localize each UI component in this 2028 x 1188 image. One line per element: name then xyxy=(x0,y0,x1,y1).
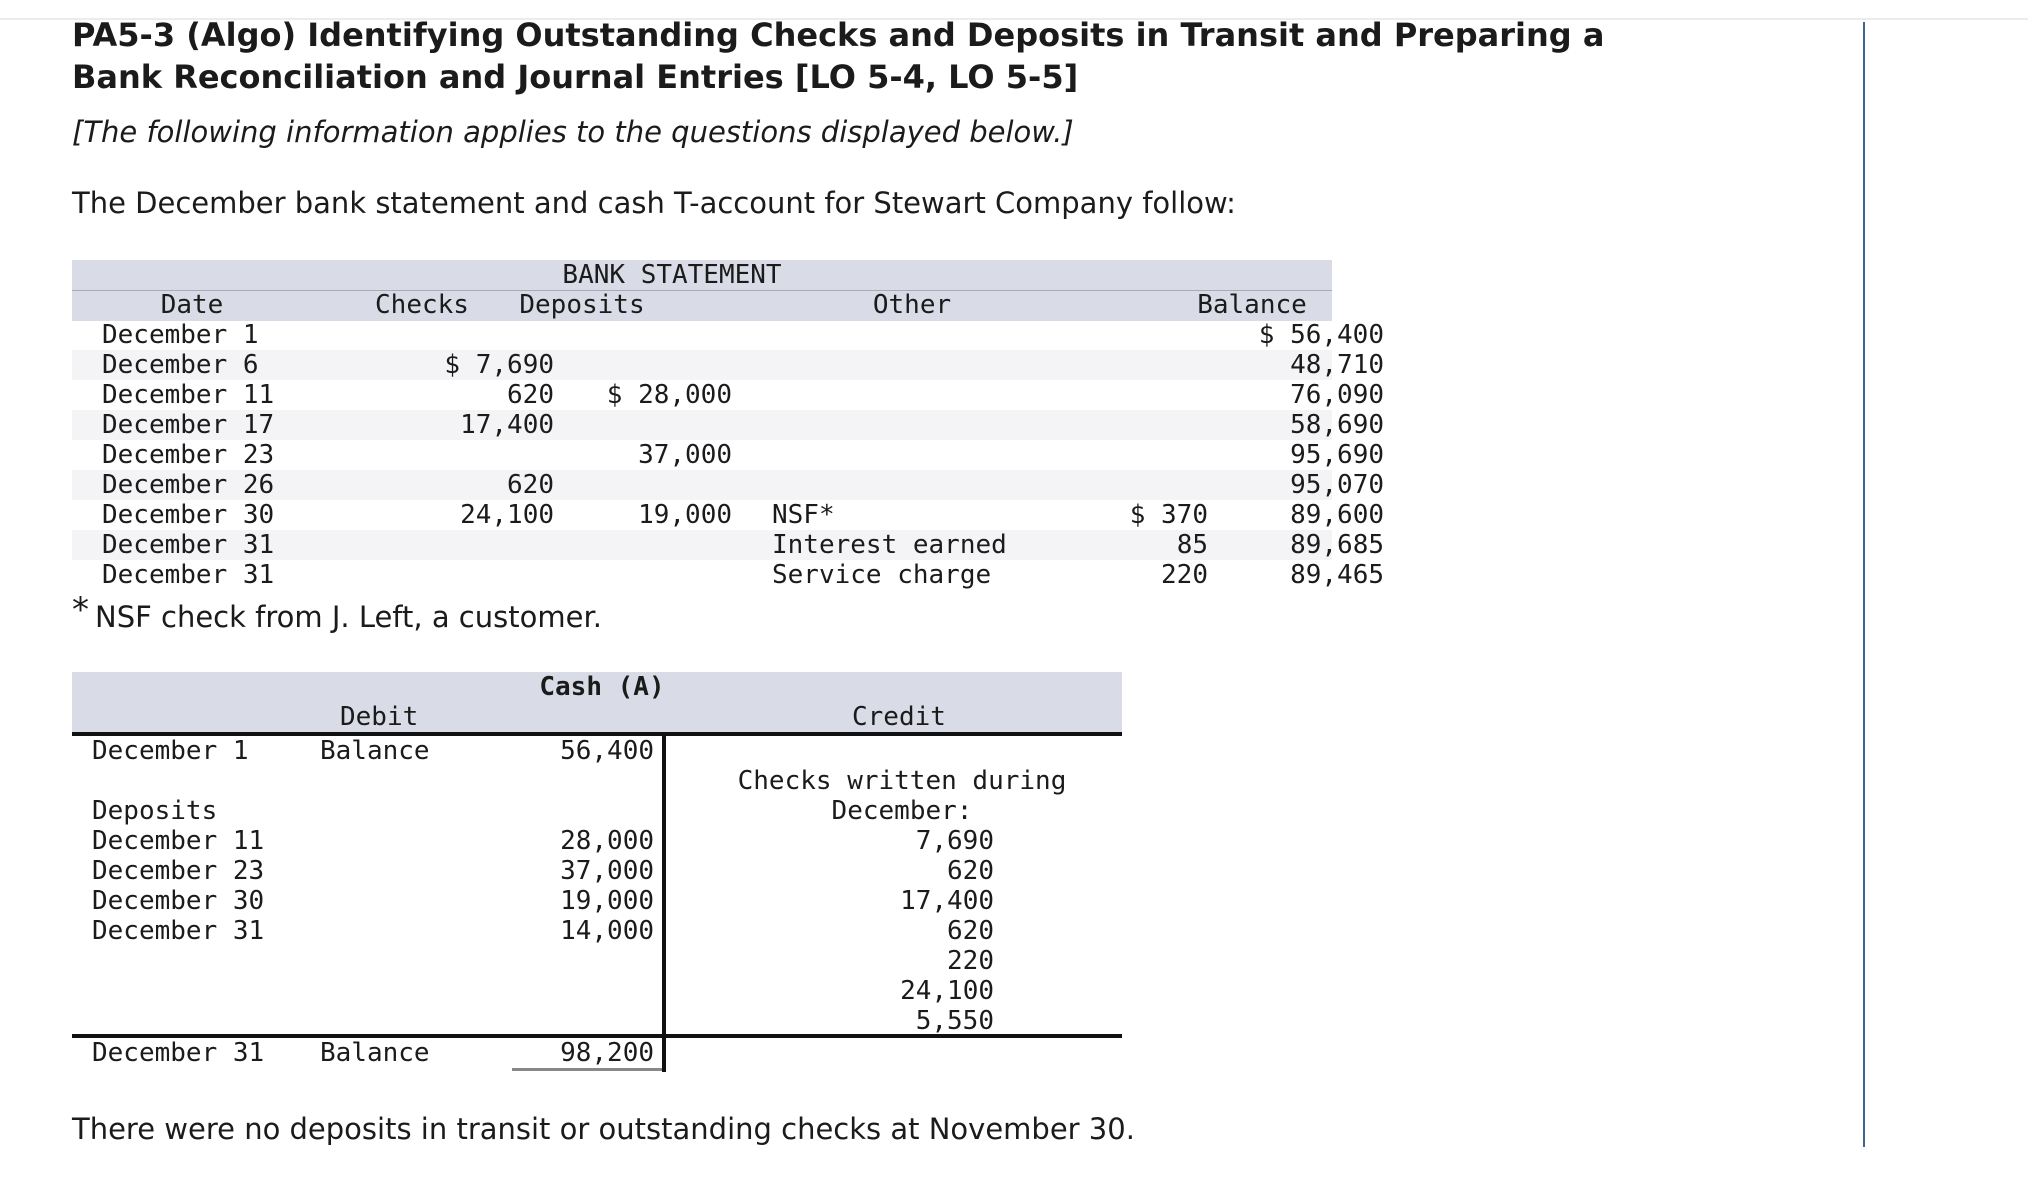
cell-other-label: Service charge xyxy=(772,560,992,590)
cell-balance: 89,600 xyxy=(1290,500,1384,530)
check-amount: 24,100 xyxy=(900,976,994,1006)
closing-date: December 31 xyxy=(92,1038,265,1068)
cell-date: December 26 xyxy=(102,470,275,500)
cell-other-label: Interest earned xyxy=(772,530,1007,560)
cell-date: December 1 xyxy=(102,320,259,350)
check-amount: 220 xyxy=(947,946,994,976)
cell-checks: 17,400 xyxy=(460,410,554,440)
cell-balance: 95,690 xyxy=(1290,440,1384,470)
deposit-amount: 14,000 xyxy=(560,916,654,946)
credit-heading-line1: Checks written during xyxy=(737,766,1067,796)
cell-date: December 30 xyxy=(102,500,275,530)
check-amount: 620 xyxy=(947,856,994,886)
closing-amount: 98,200 xyxy=(560,1038,654,1068)
closing-note: There were no deposits in transit or outstanding checks at November 30. xyxy=(72,1112,1135,1146)
debit-label: Debit xyxy=(340,702,419,732)
cell-deposits: $ 28,000 xyxy=(606,380,732,410)
intro-text: The December bank statement and cash T-account for Stewart Company follow: xyxy=(72,186,1236,220)
cell-date: December 11 xyxy=(102,380,275,410)
cell-date: December 23 xyxy=(102,440,275,470)
cash-t-account xyxy=(72,672,1122,1072)
check-amount: 5,550 xyxy=(915,1006,994,1036)
deposit-date: December 23 xyxy=(92,856,265,886)
col-header-date: Date xyxy=(160,290,224,320)
cell-other-amount: 85 xyxy=(1176,530,1208,560)
check-amount: 620 xyxy=(947,916,994,946)
cell-balance: 89,685 xyxy=(1290,530,1384,560)
cell-other-amount: $ 370 xyxy=(1129,500,1208,530)
cell-checks: 24,100 xyxy=(460,500,554,530)
footnote-text: NSF check from J. Left, a customer. xyxy=(95,600,602,634)
col-header-balance: Balance xyxy=(1197,290,1307,320)
check-amount: 7,690 xyxy=(915,826,994,856)
deposit-date: December 30 xyxy=(92,886,265,916)
deposits-label: Deposits xyxy=(92,796,218,826)
cell-balance: 95,070 xyxy=(1290,470,1384,500)
cell-deposits: 37,000 xyxy=(638,440,732,470)
opening-amount: 56,400 xyxy=(560,736,654,766)
col-header-other: Other xyxy=(872,290,952,320)
cell-balance: 76,090 xyxy=(1290,380,1384,410)
cell-date: December 17 xyxy=(102,410,275,440)
deposit-amount: 28,000 xyxy=(560,826,654,856)
problem-title: PA5-3 (Algo) Identifying Outstanding Checks and Deposits in Transit and Preparing a Bank Reconciliation and Journal Entries [LO 5-4, LO 5-5] xyxy=(72,16,1605,96)
cell-other-amount: 220 xyxy=(1161,560,1208,590)
nsf-footnote xyxy=(72,590,602,636)
deposit-date: December 11 xyxy=(92,826,265,856)
cell-checks: 620 xyxy=(507,470,554,500)
t-account-title: Cash (A) xyxy=(539,672,665,702)
cell-other-label: NSF* xyxy=(772,500,835,530)
deposit-amount: 37,000 xyxy=(560,856,654,886)
cell-checks: $ 7,690 xyxy=(444,350,554,380)
opening-date: December 1 xyxy=(92,736,249,766)
cell-date: December 31 xyxy=(102,530,275,560)
cell-balance: 48,710 xyxy=(1290,350,1384,380)
closing-label: Balance xyxy=(320,1038,430,1068)
bank-statement-title: BANK STATEMENT xyxy=(562,260,782,290)
cell-balance: 89,465 xyxy=(1290,560,1384,590)
cell-deposits: 19,000 xyxy=(638,500,732,530)
credit-label: Credit xyxy=(852,702,946,732)
right-panel-divider xyxy=(1863,22,1865,1147)
cell-balance: 58,690 xyxy=(1290,410,1384,440)
bank-statement-header-bar xyxy=(72,290,1332,321)
balance-underline xyxy=(512,1068,662,1071)
applies-note: [The following information applies to the questions displayed below.] xyxy=(72,115,1074,149)
cell-date: December 6 xyxy=(102,350,259,380)
cell-checks: 620 xyxy=(507,380,554,410)
credit-heading-line2: December: xyxy=(831,796,973,826)
opening-label: Balance xyxy=(320,736,430,766)
col-header-checks: Checks xyxy=(375,290,469,320)
cell-date: December 31 xyxy=(102,560,275,590)
check-amount: 17,400 xyxy=(900,886,994,916)
deposit-date: December 31 xyxy=(92,916,265,946)
cell-balance: $ 56,400 xyxy=(1258,320,1384,350)
deposit-amount: 19,000 xyxy=(560,886,654,916)
footnote-star: * xyxy=(72,590,89,630)
col-header-deposits: Deposits xyxy=(519,290,645,320)
t-account-center-rule xyxy=(662,736,666,1072)
